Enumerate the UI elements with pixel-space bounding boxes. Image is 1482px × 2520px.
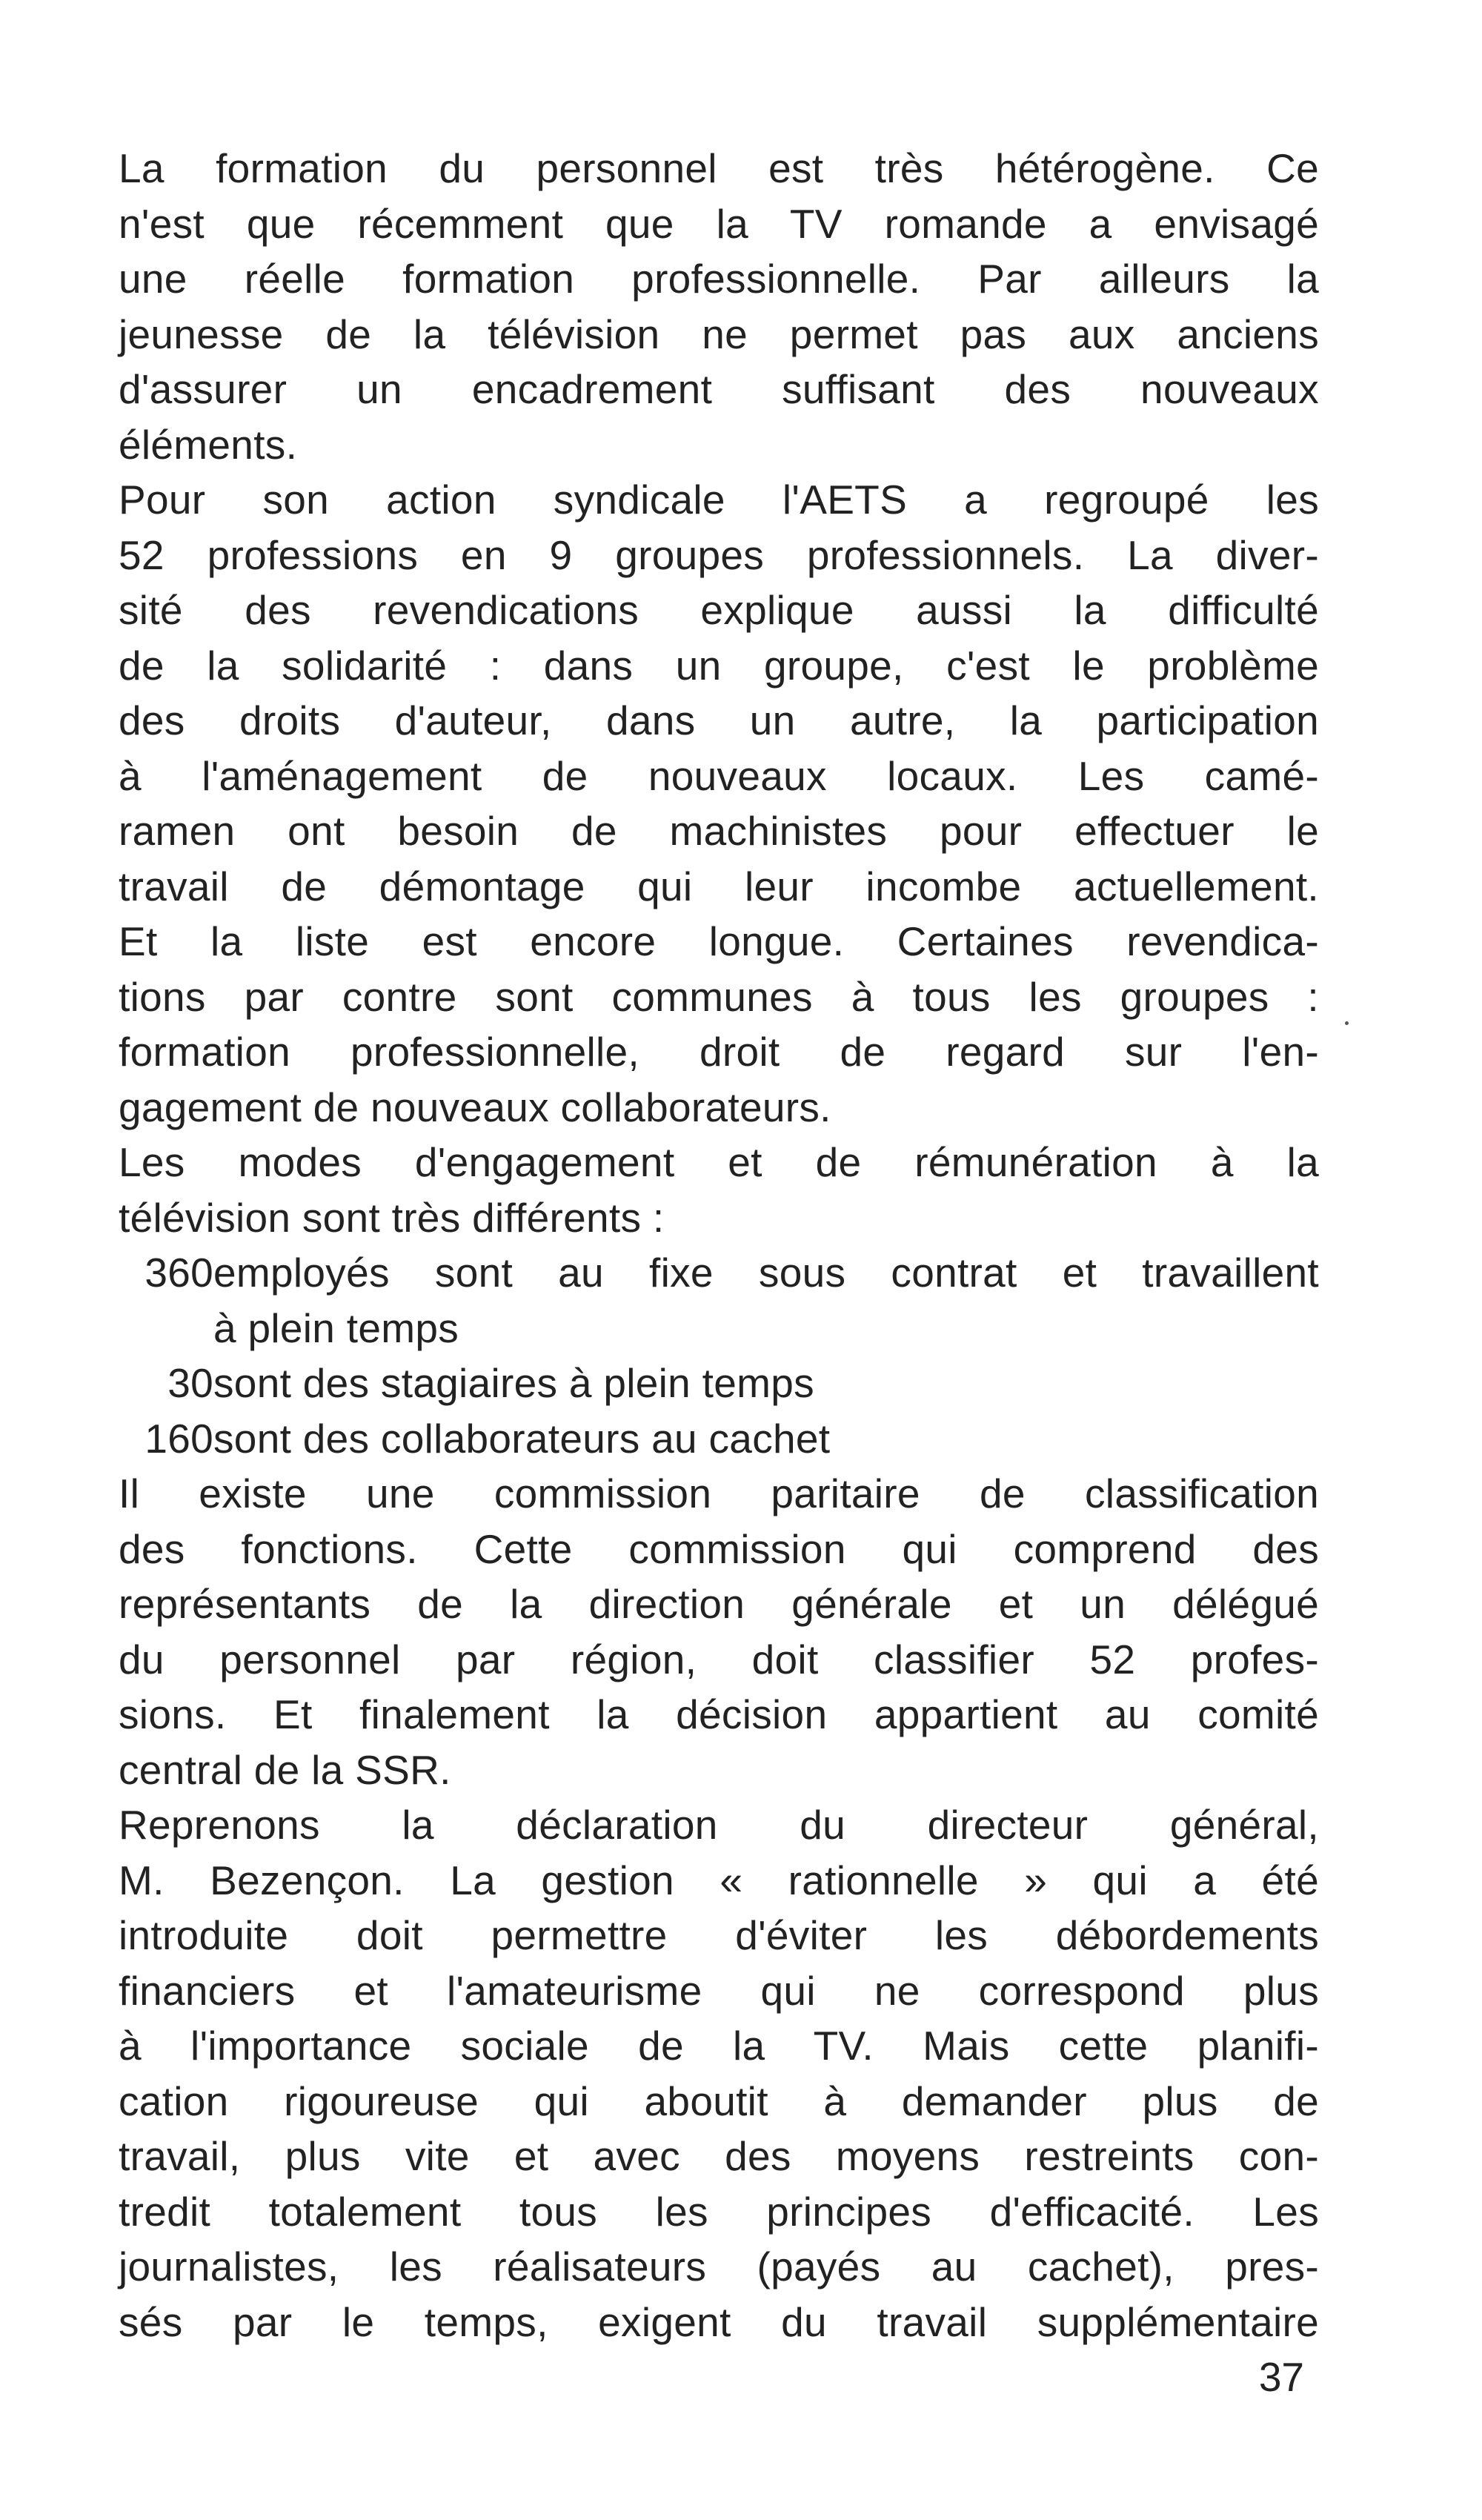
text-line: financiers et l'amateurisme qui ne correspond plus	[119, 1967, 1319, 2014]
list-number: 160	[144, 1415, 213, 1462]
list-text: sont des collaborateurs au cachet	[213, 1415, 831, 1462]
list-item	[119, 1411, 1319, 1467]
paragraph-4	[119, 1466, 1319, 1797]
list-number: 30	[167, 1360, 213, 1406]
text-line: travail de démontage qui leur incombe actuellement.	[119, 863, 1319, 909]
text-line: à l'aménagement de nouveaux locaux. Les camé-	[119, 752, 1319, 799]
text-line: Il existe une commission paritaire de classification	[119, 1470, 1319, 1516]
page-number: 37	[1258, 2354, 1304, 2400]
text-line: d'assurer un encadrement suffisant des nouveaux	[119, 366, 1319, 412]
text-line: une réelle formation professionnelle. Par ailleurs la	[119, 256, 1319, 302]
text-line: M. Bezençon. La gestion « rationnelle » qui a été	[119, 1857, 1319, 1903]
text-line: introduite doit permettre d'éviter les débordements	[119, 1912, 1319, 1958]
text-line: formation professionnelle, droit de regard sur l'en-	[119, 1029, 1319, 1075]
text-line: du personnel par région, doit classifier 52 profes-	[119, 1636, 1319, 1682]
text-line: central de la SSR.	[119, 1746, 451, 1793]
list-number: 360	[144, 1250, 213, 1296]
text-line: La formation du personnel est très hétérogène. Ce	[119, 145, 1319, 191]
list-item	[119, 1245, 1319, 1301]
text-line: tions par contre sont communes à tous les groupes :	[119, 973, 1319, 1020]
list-text: sont des stagiaires à plein temps	[213, 1360, 814, 1406]
paragraph-2	[119, 472, 1319, 1135]
list-item-continuation: à plein temps	[213, 1304, 459, 1351]
text-line: à l'importance sociale de la TV. Mais cette planifi-	[119, 2023, 1319, 2069]
text-line: tredit totalement tous les principes d'efficacité. Les	[119, 2188, 1319, 2235]
text-line: représentants de la direction générale et un délégué	[119, 1581, 1319, 1627]
list-item	[119, 1356, 1319, 1411]
text-line: Les modes d'engagement et de rémunération à la	[119, 1139, 1319, 1185]
body-text	[119, 141, 1319, 2350]
text-line: de la solidarité : dans un groupe, c'est le problème	[119, 642, 1319, 689]
text-line: ramen ont besoin de machinistes pour effectuer le	[119, 808, 1319, 854]
text-line: éléments.	[119, 421, 298, 468]
text-line: travail, plus vite et avec des moyens restreints con-	[119, 2133, 1319, 2179]
text-line: Pour son action syndicale l'AETS a regroupé les	[119, 477, 1319, 523]
text-line: sité des revendications explique aussi la difficulté	[119, 587, 1319, 633]
text-line: journalistes, les réalisateurs (payés au cachet), pres-	[119, 2244, 1319, 2289]
employment-list	[119, 1245, 1319, 1466]
text-line: sés par le temps, exigent du travail supplémentaire	[119, 2298, 1319, 2345]
list-text: employés sont au fixe sous contrat et travaillent	[213, 1250, 1319, 1296]
paragraph-1	[119, 141, 1319, 472]
text-line: jeunesse de la télévision ne permet pas aux anciens	[119, 311, 1319, 357]
text-line: télévision sont très différents :	[119, 1194, 665, 1241]
text-line: des droits d'auteur, dans un autre, la participation	[119, 697, 1319, 743]
text-line: gagement de nouveaux collaborateurs.	[119, 1084, 831, 1130]
text-line: Et la liste est encore longue. Certaines revendica-	[119, 918, 1319, 964]
text-line: Reprenons la déclaration du directeur général,	[119, 1802, 1319, 1848]
paragraph-5	[119, 1797, 1319, 2350]
text-line: cation rigoureuse qui aboutit à demander plus de	[119, 2078, 1319, 2124]
print-speck	[1345, 1021, 1349, 1025]
text-line: des fonctions. Cette commission qui comprend des	[119, 1525, 1319, 1572]
text-line: 52 professions en 9 groupes professionnels. La diver-	[119, 531, 1319, 578]
text-line: sions. Et finalement la décision appartient au comité	[119, 1691, 1319, 1737]
paragraph-3	[119, 1135, 1319, 1245]
text-line: n'est que récemment que la TV romande a envisagé	[119, 200, 1319, 247]
